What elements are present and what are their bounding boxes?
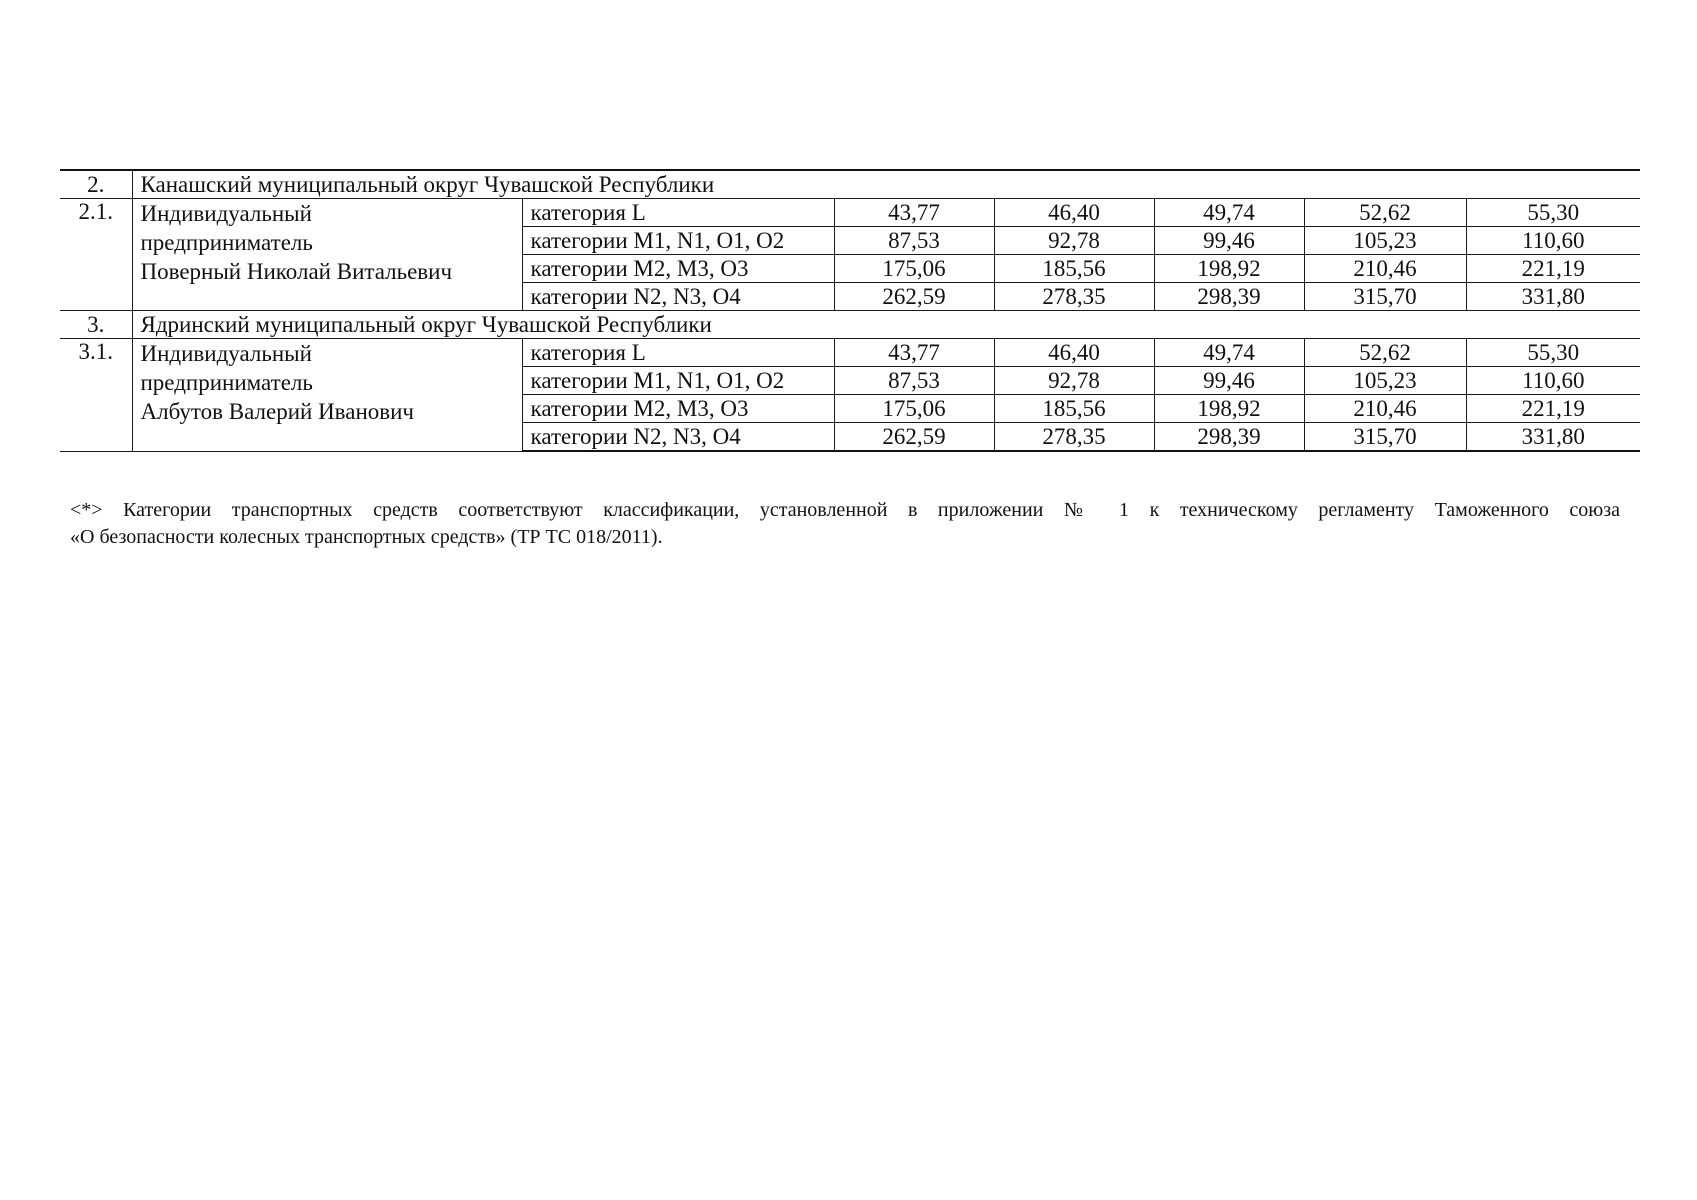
value-cell: 210,46 xyxy=(1304,395,1466,423)
value-cell: 92,78 xyxy=(994,367,1154,395)
section-title: Канашский муниципальный округ Чувашской Республики xyxy=(132,170,1640,199)
value-cell: 46,40 xyxy=(994,199,1154,227)
category-cell: категории M2, M3, O3 xyxy=(522,395,834,423)
value-cell: 92,78 xyxy=(994,227,1154,255)
entry-number: 2.1. xyxy=(60,199,132,311)
value-cell: 49,74 xyxy=(1154,199,1304,227)
category-cell: категории M2, M3, O3 xyxy=(522,255,834,283)
value-cell: 87,53 xyxy=(834,367,994,395)
value-cell: 221,19 xyxy=(1466,255,1640,283)
value-cell: 55,30 xyxy=(1466,199,1640,227)
footnote-line: <*> Категории транспортных средств соответствуют классификации, установленной в приложении № 1 к техническому регламенту Таможенного союза xyxy=(70,499,1620,521)
value-cell: 315,70 xyxy=(1304,423,1466,452)
value-cell: 298,39 xyxy=(1154,283,1304,311)
value-cell: 298,39 xyxy=(1154,423,1304,452)
value-cell: 198,92 xyxy=(1154,255,1304,283)
value-cell: 43,77 xyxy=(834,339,994,367)
category-cell: категория L xyxy=(522,339,834,367)
org-line: Индивидуальный xyxy=(140,201,312,226)
table-row xyxy=(60,339,1640,367)
value-cell: 43,77 xyxy=(834,199,994,227)
entry-number: 3.1. xyxy=(60,339,132,452)
value-cell: 99,46 xyxy=(1154,367,1304,395)
value-cell: 99,46 xyxy=(1154,227,1304,255)
value-cell: 278,35 xyxy=(994,423,1154,452)
value-cell: 110,60 xyxy=(1466,367,1640,395)
value-cell: 331,80 xyxy=(1466,423,1640,452)
category-cell: категории M1, N1, O1, O2 xyxy=(522,367,834,395)
section-title: Ядринский муниципальный округ Чувашской Республики xyxy=(132,311,1640,339)
org-line: предприниматель xyxy=(140,230,313,255)
section-number: 3. xyxy=(60,311,132,339)
value-cell: 105,23 xyxy=(1304,367,1466,395)
value-cell: 46,40 xyxy=(994,339,1154,367)
value-cell: 278,35 xyxy=(994,283,1154,311)
value-cell: 185,56 xyxy=(994,255,1154,283)
category-cell: категория L xyxy=(522,199,834,227)
value-cell: 175,06 xyxy=(834,395,994,423)
category-cell: категории M1, N1, O1, O2 xyxy=(522,227,834,255)
section-row xyxy=(60,170,1640,199)
value-cell: 110,60 xyxy=(1466,227,1640,255)
value-cell: 185,56 xyxy=(994,395,1154,423)
category-cell: категории N2, N3, O4 xyxy=(522,423,834,452)
org-line: предприниматель xyxy=(140,370,313,395)
value-cell: 210,46 xyxy=(1304,255,1466,283)
section-number: 2. xyxy=(60,170,132,199)
org-line: Индивидуальный xyxy=(140,341,312,366)
value-cell: 52,62 xyxy=(1304,199,1466,227)
footnote-line: «О безопасности колесных транспортных средств» (ТР ТС 018/2011). xyxy=(70,526,663,548)
entry-organization xyxy=(132,199,522,311)
entry-organization xyxy=(132,339,522,452)
footnote xyxy=(70,497,1620,551)
value-cell: 175,06 xyxy=(834,255,994,283)
value-cell: 87,53 xyxy=(834,227,994,255)
value-cell: 262,59 xyxy=(834,283,994,311)
org-line: Албутов Валерий Иванович xyxy=(140,399,414,424)
value-cell: 49,74 xyxy=(1154,339,1304,367)
value-cell: 331,80 xyxy=(1466,283,1640,311)
value-cell: 55,30 xyxy=(1466,339,1640,367)
tariff-table xyxy=(60,169,1640,452)
org-line: Поверный Николай Витальевич xyxy=(140,259,453,284)
value-cell: 52,62 xyxy=(1304,339,1466,367)
section-row xyxy=(60,311,1640,339)
value-cell: 221,19 xyxy=(1466,395,1640,423)
value-cell: 105,23 xyxy=(1304,227,1466,255)
category-cell: категории N2, N3, O4 xyxy=(522,283,834,311)
table-row xyxy=(60,199,1640,227)
value-cell: 198,92 xyxy=(1154,395,1304,423)
value-cell: 262,59 xyxy=(834,423,994,452)
value-cell: 315,70 xyxy=(1304,283,1466,311)
